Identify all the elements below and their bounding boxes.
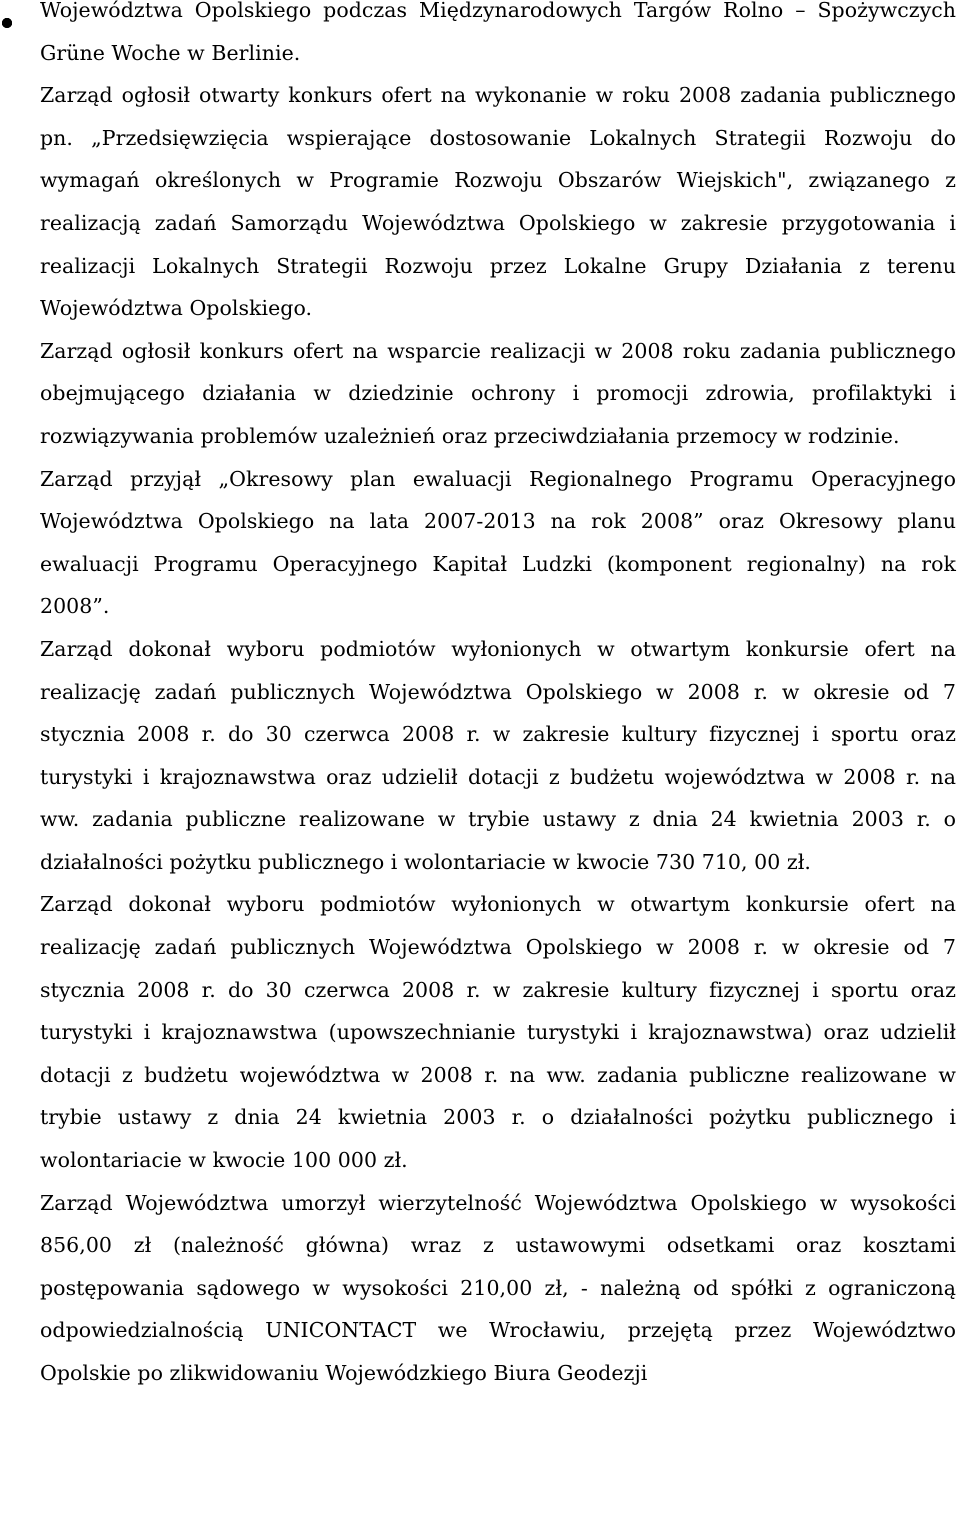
list-item	[0, 330, 960, 458]
list-item-text: Zarząd dokonał wyboru podmiotów wyłonionych w otwartym konkursie ofert na realizację zadań publicznych Województwa Opolskiego w 2008 r. w okresie od 7 stycznia 2008 r. do 30 czerwca 2008 r. w zakresie kultury fizycznej i sportu oraz turystyki i krajoznawstwa oraz udzielił dotacji z budżetu województwa w 2008 r. na ww. zadania publiczne realizowane w trybie ustawy z dnia 24 kwietnia 2003 r. o działalności pożytku publicznego i wolontariacie w kwocie 730 710, 00 zł.	[40, 636, 956, 874]
list-item	[0, 458, 960, 628]
list-item-text: Zarząd przyjął „Okresowy plan ewaluacji Regionalnego Programu Operacyjnego Województwa Opolskiego na lata 2007-2013 na rok 2008” oraz Okresowy planu ewaluacji Programu Operacyjnego Kapitał Ludzki (komponent regionalny) na rok 2008”.	[40, 466, 956, 619]
list-item-text: Zarząd dokonał wyboru podmiotów wyłonionych w otwartym konkursie ofert na realizację zadań publicznych Województwa Opolskiego w 2008 r. w okresie od 7 stycznia 2008 r. do 30 czerwca 2008 r. w zakresie kultury fizycznej i sportu oraz turystyki i krajoznawstwa (upowszechnianie turystyki i krajoznawstwa) oraz udzielił dotacji z budżetu województwa w 2008 r. na ww. zadania publiczne realizowane w trybie ustawy z dnia 24 kwietnia 2003 r. o działalności pożytku publicznego i wolontariacie w kwocie 100 000 zł.	[40, 892, 956, 1173]
list-item	[0, 628, 960, 884]
list-item	[0, 883, 960, 1181]
list-item-text: Zarząd ogłosił konkurs ofert na wsparcie realizacji w 2008 roku zadania publicznego obejmującego działania w dziedzinie ochrony i promocji zdrowia, profilaktyki i rozwiązywania problemów uzależnień oraz przeciwdziałania przemocy w rodzinie.	[40, 338, 956, 448]
list-item	[0, 1182, 960, 1395]
list-item-text: Zarząd ogłosił otwarty konkurs ofert na wykonanie w roku 2008 zadania publicznego pn. „Przedsięwzięcia wspierające dostosowanie Lokalnych Strategii Rozwoju do wymagań określonych w Programie Rozwoju Obszarów Wiejskich", związanego z realizacją zadań Samorządu Województwa Opolskiego w zakresie przygotowania i realizacji Lokalnych Strategii Rozwoju przez Lokalne Grupy Działania z terenu Województwa Opolskiego.	[40, 83, 956, 321]
lead-paragraph: Województwa Opolskiego podczas Międzynarodowych Targów Rolno – Spożywczych Grüne Woche w Berlinie.	[40, 0, 956, 65]
list-item	[0, 74, 960, 330]
bullet-icon	[2, 18, 12, 28]
list-item-text: Zarząd Województwa umorzył wierzytelność Województwa Opolskiego w wysokości 856,00 zł (należność główna) wraz z ustawowymi odsetkami oraz kosztami postępowania sądowego w wysokości 210,00 zł, - należną od spółki z ograniczoną odpowiedzialnością UNICONTACT we Wrocławiu, przejętą przez Województwo Opolskie po zlikwidowaniu Wojewódzkiego Biura Geodezji	[40, 1190, 956, 1385]
